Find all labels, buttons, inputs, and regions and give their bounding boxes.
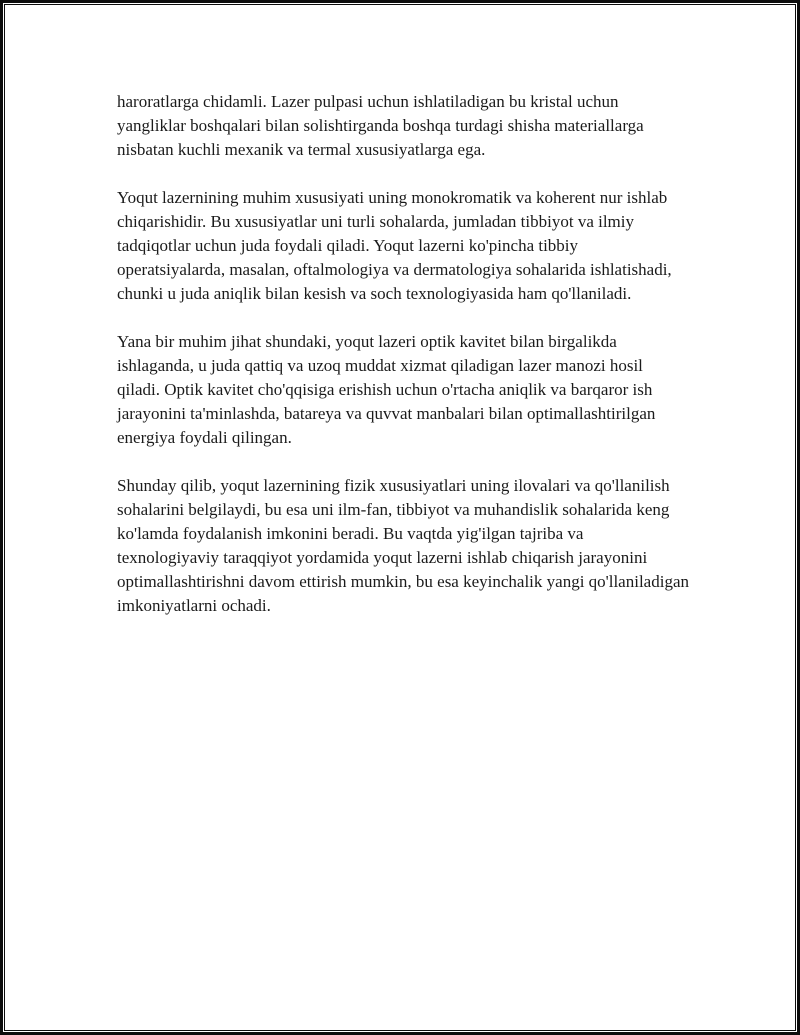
paragraph: Yana bir muhim jihat shundaki, yoqut lazeri optik kavitet bilan birgalikda ishlaganda, u juda qattiq va uzoq muddat xizmat qiladigan lazer manozi hosil qiladi. Optik kavitet cho'qqisiga erishish uchun o'rtacha aniqlik va barqaror ish jarayonini ta'minlashda, batareya va quvvat manbalari bilan optimallashtirilgan energiya foydali qilingan. [117, 332, 656, 447]
paragraph: Shunday qilib, yoqut lazernining fizik xususiyatlari uning ilovalari va qo'llanilish sohalarini belgilaydi, bu esa uni ilm-fan, tibbiyot va muhandislik sohalarida keng ko'lamda foydalanish imkonini beradi. Bu vaqtda yig'ilgan tajriba va texnologiyaviy taraqqiyot yordamida yoqut lazerni ishlab chiqarish jarayonini optimallashtirishni davom ettirish mumkin, bu esa keyinchalik yangi qo'llaniladigan imkoniyatlarni ochadi. [117, 476, 689, 615]
paragraph: haroratlarga chidamli. Lazer pulpasi uchun ishlatiladigan bu kristal uchun yangliklar boshqalari bilan solishtirganda boshqa turdagi shisha materiallarga nisbatan kuchli mexanik va termal xususiyatlarga ega. [117, 92, 644, 159]
document-body [117, 90, 689, 618]
paragraph: Yoqut lazernining muhim xususiyati uning monokromatik va koherent nur ishlab chiqarishidir. Bu xususiyatlar uni turli sohalarda, jumladan tibbiyot va ilmiy tadqiqotlar uchun juda foydali qiladi. Yoqut lazerni ko'pincha tibbiy operatsiyalarda, masalan, oftalmologiya va dermatologiya sohalarida ishlatishadi, chunki u juda aniqlik bilan kesish va soch texnologiyasida ham qo'llaniladi. [117, 188, 672, 303]
